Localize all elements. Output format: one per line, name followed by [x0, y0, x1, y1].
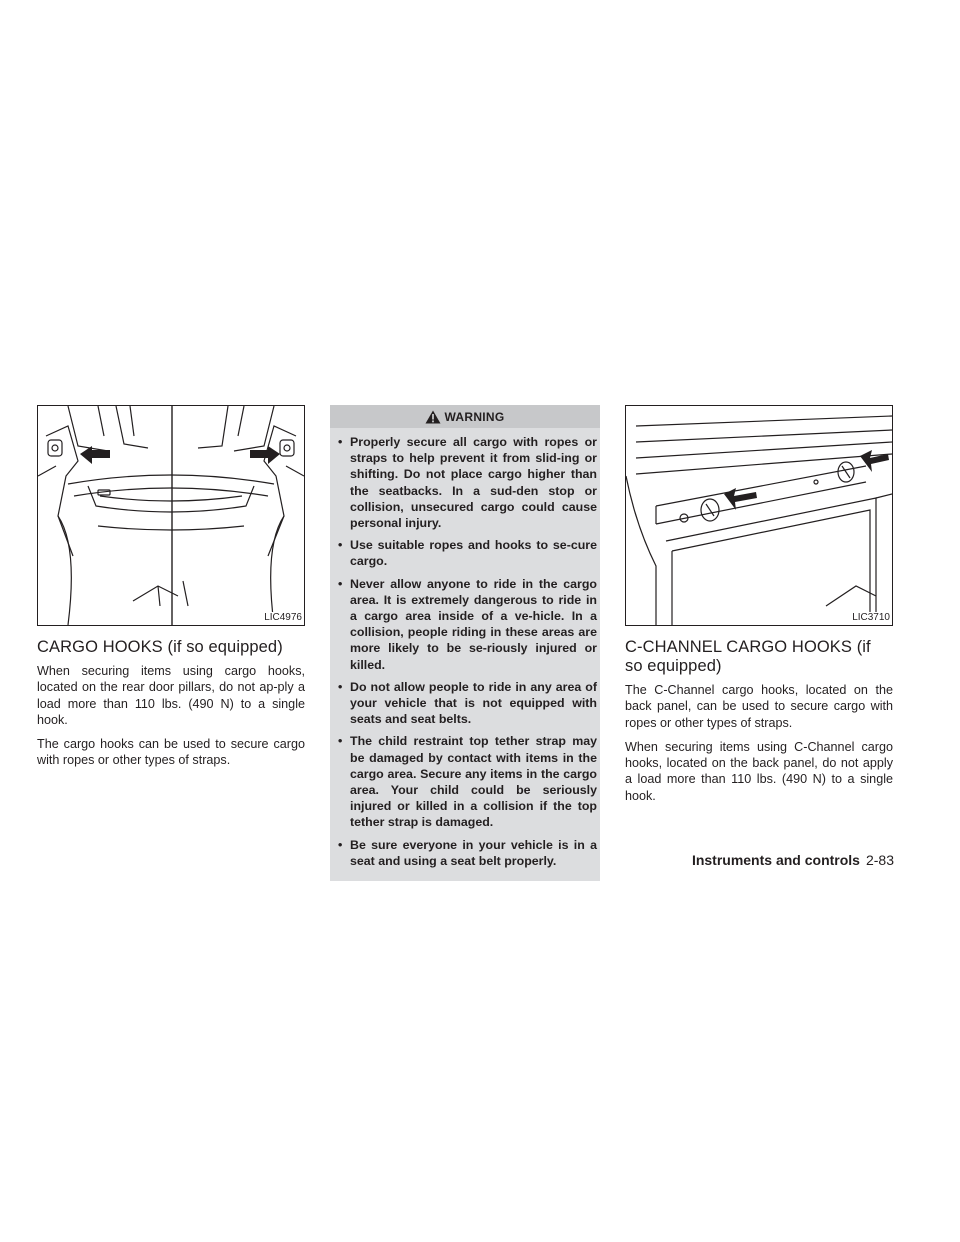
page-footer — [692, 852, 894, 868]
figure-code: LIC4976 — [261, 612, 304, 625]
cargo-hooks-illustration — [37, 405, 305, 626]
page-number: 2-83 — [865, 852, 894, 868]
list-item: • Use suitable ropes and hooks to se-cure cargo. — [338, 538, 597, 569]
warning-list — [330, 428, 600, 869]
list-item: • Properly secure all cargo with ropes or straps to help prevent it from slid-ing or shifting. Do not place cargo higher than the seatbacks. In a sud-den stop or collision, unsecured cargo could cause personal injury. — [338, 435, 597, 531]
right-column — [625, 405, 893, 812]
list-item: • Never allow anyone to ride in the cargo area. It is extremely dangerous to ride in a cargo area inside of a ve-hicle. In a collision, people riding in these areas are more likely to be se-riously injured or killed. — [338, 576, 597, 672]
section-heading-cargo-hooks: CARGO HOOKS (if so equipped) — [37, 638, 283, 656]
paragraph: When securing items using C-Channel cargo hooks, located on the back panel, do not apply a load more than 110 lbs. (490 N) to a single hook. — [625, 739, 893, 803]
list-item: • Do not allow people to ride in any area of your vehicle that is not equipped with seats and seat belts. — [338, 679, 597, 727]
c-channel-hooks-illustration — [625, 405, 893, 626]
paragraph: The cargo hooks can be used to secure cargo with ropes or other types of straps. — [37, 737, 305, 768]
footer-section-title: Instruments and controls — [691, 852, 860, 868]
hook-arrow-icon — [860, 450, 889, 472]
warning-header — [330, 405, 600, 428]
list-item: • The child restraint top tether strap may be damaged by contact with items in the cargo area. Secure any items in the cargo area. Your child could be seriously injured or killed in a collision if the top tether strap is damaged. — [338, 734, 597, 830]
figure-code: LIC3710 — [849, 612, 892, 625]
paragraph: The C-Channel cargo hooks, located on the back panel, can be used to secure cargo with ropes or other types of straps. — [625, 683, 893, 730]
c-channel-drawing — [626, 406, 892, 625]
left-column — [37, 405, 305, 777]
cargo-area-drawing — [38, 406, 304, 625]
section-heading-c-channel: C-CHANNEL CARGO HOOKS (if so equipped) — [625, 638, 871, 675]
warning-box — [330, 405, 600, 881]
paragraph: When securing items using cargo hooks, located on the rear door pillars, do not ap-ply a load more than 110 lbs. (490 N) to a single hook. — [37, 664, 305, 727]
warning-triangle-icon — [425, 410, 441, 424]
list-item: • Be sure everyone in your vehicle is in a seat and using a seat belt properly. — [338, 837, 597, 868]
warning-title: WARNING — [444, 409, 505, 424]
middle-column — [330, 405, 598, 881]
